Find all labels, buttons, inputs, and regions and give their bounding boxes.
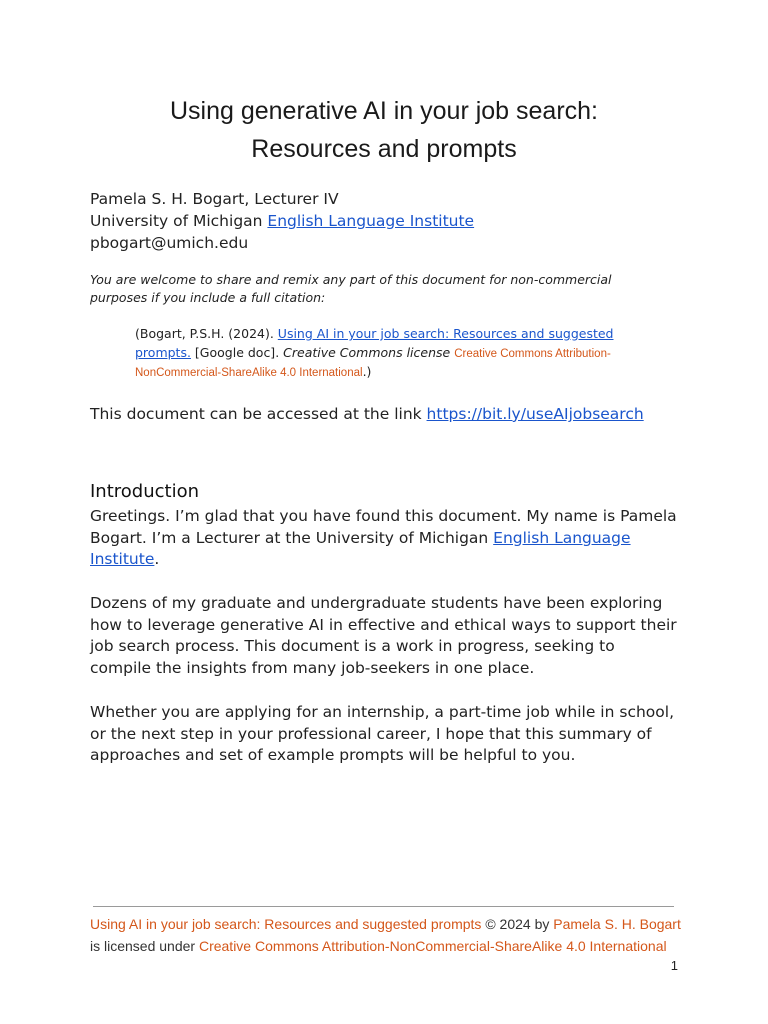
footer-author-link[interactable]: Pamela S. H. Bogart	[553, 916, 681, 932]
page-number: 1	[670, 958, 678, 973]
footer-divider	[93, 906, 674, 907]
introduction-heading: Introduction	[90, 481, 200, 502]
footer-license	[90, 913, 690, 957]
footer-license-link[interactable]: Creative Commons Attribution-NonCommercial-ShareAlike 4.0 International	[198, 938, 667, 954]
footer-copyright: © 2024 by	[481, 916, 554, 932]
footer-work-title-link[interactable]: Using AI in your job search: Resources and suggested prompts	[90, 916, 482, 932]
author-email: pbogart@umich.edu	[90, 234, 249, 252]
author-affiliation	[90, 210, 474, 232]
intro-paragraph-1	[90, 506, 680, 571]
intro-p1-end: .	[154, 550, 160, 569]
intro-institute-link[interactable]: English Language Institute	[90, 528, 631, 569]
citation-suffix: .)	[362, 364, 372, 379]
citation-block	[135, 325, 655, 383]
footer-line-2	[90, 935, 690, 957]
title-line-2: Resources and prompts	[251, 135, 517, 163]
document-title	[0, 92, 768, 168]
author-name: Pamela S. H. Bogart, Lecturer IV	[90, 190, 339, 208]
intro-p1-text: Greetings. I’m glad that you have found this document. My name is Pamela Bogart. I’m a Lecturer at the University of Michigan	[90, 507, 677, 547]
citation-prefix: (Bogart, P.S.H. (2024).	[135, 326, 278, 341]
license-note: You are welcome to share and remix any part of this document for non-commercial purposes if you include a full citation:	[90, 272, 612, 305]
footer-licensed-under: is licensed under	[90, 938, 199, 954]
intro-paragraph-2: Dozens of my graduate and undergraduate students have been exploring how to leverage generative AI in effective and ethical ways to support their job search process. This document is a work in progress, seeking to compile the insights from many job-seekers in one place.	[90, 594, 677, 678]
access-text: This document can be accessed at the link	[90, 405, 427, 423]
access-line	[90, 403, 644, 425]
title-line-1: Using generative AI in your job search:	[169, 97, 598, 125]
affiliation-prefix: University of Michigan	[90, 212, 268, 230]
institute-link[interactable]: English Language Institute	[267, 212, 475, 230]
intro-paragraph-3: Whether you are applying for an internship, a part-time job while in school, or the next step in your professional career, I hope that this summary of approaches and set of example prompts will be helpful to you.	[90, 703, 674, 765]
citation-license-label: Creative Commons license	[283, 344, 451, 360]
footer-line-1	[90, 913, 690, 935]
author-block	[90, 188, 474, 254]
citation-doc-type: [Google doc].	[190, 344, 284, 360]
citation-doc-link[interactable]: Using AI in your job search: Resources and suggested prompts.	[135, 326, 614, 360]
access-url-link[interactable]: https://bit.ly/useAIjobsearch	[426, 405, 644, 423]
citation-license-link[interactable]: Creative Commons Attribution-NonCommercial-ShareAlike 4.0 International	[135, 347, 611, 379]
